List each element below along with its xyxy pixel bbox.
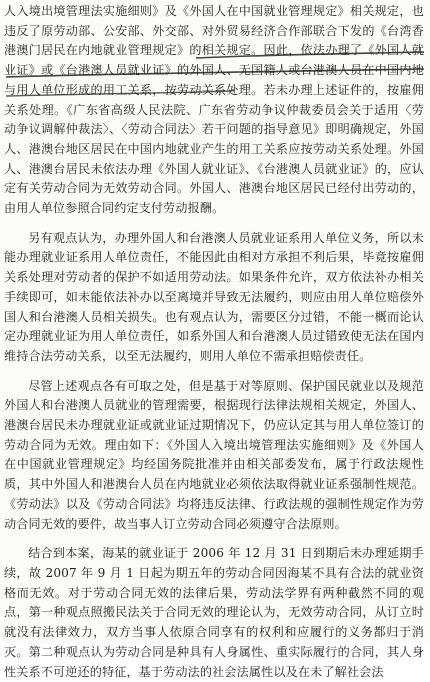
paragraph-4: 结合到本案，海某的就业证于 2006 年 12 月 31 日到期后未办理延期手续，故 2007 年 9 月 1 日起为期五年的劳动合同因海某不具有合法的就业资格而无效。对于劳动合同无效的法律后果，劳动法学界有两种截然不同的观点，第一种观点照搬民法关于合同无效的理论认为，无效劳动合同，从订立时就没有法律效力，双方当事人依原合同享有的权利和应履行的义务都归于消灭。第二种观点认为劳动合同是种具有人身属性、重实际履行的合同，其人身性关系不可逆还的特征，基于劳动法的社会法属性以及在未了解社会法: [4, 546, 424, 679]
paragraph-1: 人入境出境管理法实施细则》及《外国人在中国就业管理规定》相关规定，也违反了原劳动部、公安部、外交部、对外贸易经济合作部联合下发的《台湾香港澳门居民在内地就业管理规定》的相关规定。因此，依法办理了《外国人就业证》或《台港澳人员就业证》的外国人、无国籍人或台港澳人员在中国内地与用人单位形成的用工关系，按劳动关系处理。若未办理上述证件的，按雇佣关系处理。《广东省高级人民法院、广东省劳动争议仲裁委员会关于适用〈劳动争议调解仲裁法〉、〈劳动合同法〉若干问题的指导意见》即明确规定，外国人、港澳台地区居民在中国内地就业产生的用工关系应按劳动关系处理。外国人、港澳台居民未依法办理《外国人就业证》、《台港澳人员就业证》的，应认定有关劳动合同为无效劳动合同。外国人、港澳台地区居民已经付出劳动的，由用人单位参照合同约定支付劳动报酬。: [4, 4, 424, 216]
document-body: [4, 2, 424, 682]
paragraph-gap: [4, 367, 424, 377]
paragraph-2: 另有观点认为，办理外国人和台港澳人员就业证系用人单位义务，所以未能办理就业证系用人单位责任，不能因此由相对方承担不利后果，毕竟按雇佣关系处理对劳动者的保护不如适用劳动法。如果条件允许，双方依法补办相关手续即可，如未能依法补办以至离境并导致无法履约，则应由用人单位赔偿外国人和台港澳人员相关损失。也有观点认为，需要区分过错，不能一概而论认定办理就业证为用人单位责任，如系外国人和台港澳人员过错致使无法在国内维持合法劳动关系，以至无法履约，则用人单位不需承担赔偿责任。: [4, 230, 424, 363]
paragraph-gap: [4, 534, 424, 544]
paragraph-3: 尽管上述观点各有可取之处，但是基于对等原则、保护国民就业以及规范外国人和台港澳人员就业的管理需要，根据现行法律法规相关规定，外国人、港澳台居民未办理就业证或就业证过期情况下，仍应认定其与用人单位签订的劳动合同为无效。理由如下：《外国人入境出境管理法实施细则》及《外国人在中国就业管理规定》均经国务院批准并由相关部委发布，属于行政法规性质，其中外国人和港澳台人员在内地就业必须依法取得就业证系强制性规范。《劳动法》以及《劳动合同法》均将违反法律、行政法规的强制性规定作为劳动合同无效的要件，故当事人订立劳动合同必须遵守合法原则。: [4, 378, 424, 531]
paragraph-gap: [4, 219, 424, 229]
